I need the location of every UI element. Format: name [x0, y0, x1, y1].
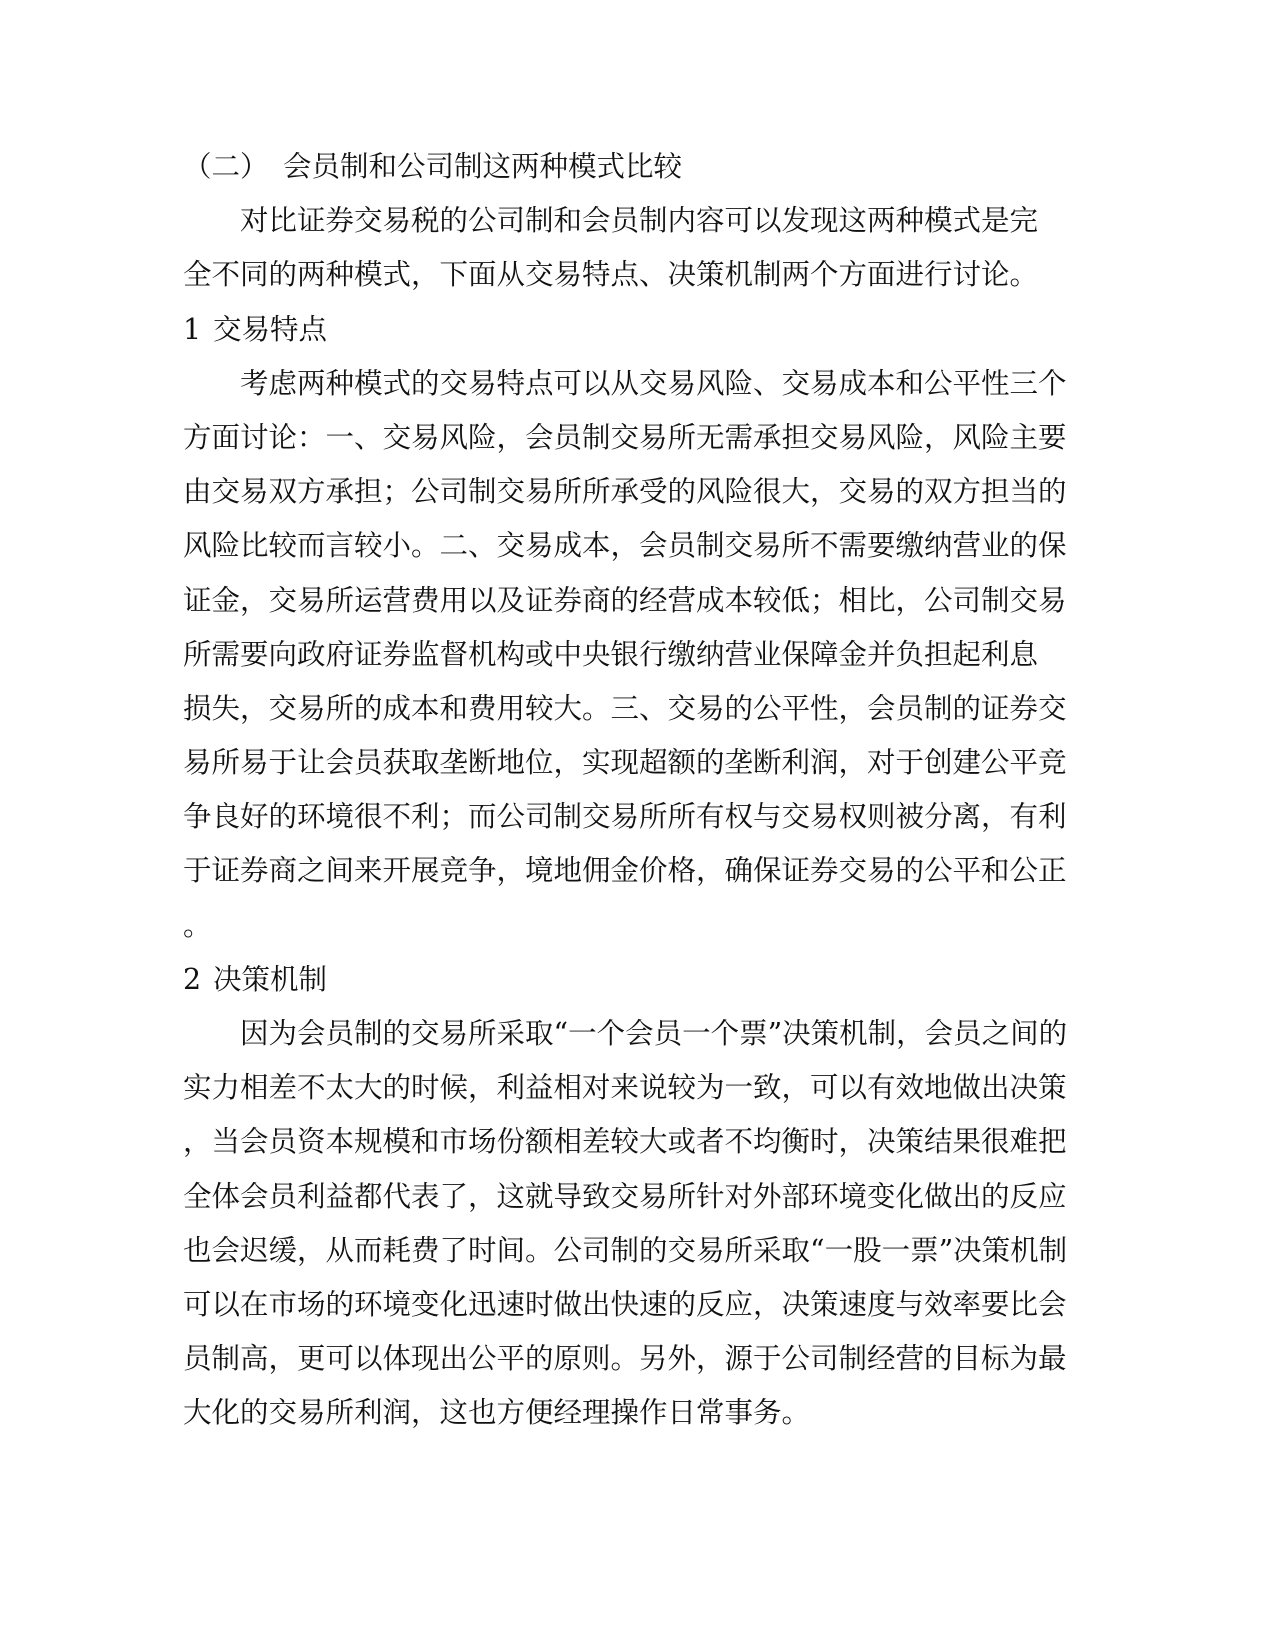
paragraph-line: 对比证券交易税的公司制和会员制内容可以发现这两种模式是完	[240, 204, 1039, 238]
paragraph-line: 员制高，更可以体现出公平的原则。另外，源于公司制经营的目标为最	[183, 1342, 1067, 1376]
paragraph-line: 方面讨论：一、交易风险，会员制交易所无需承担交易风险，风险主要	[183, 420, 1067, 454]
paragraph-line: 易所易于让会员获取垄断地位，实现超额的垄断利润，对于创建公平竞	[183, 746, 1067, 780]
section-heading-title: 会员制和公司制这两种模式比较	[283, 150, 683, 183]
subheading-title: 决策机制	[213, 962, 328, 996]
paragraph-line: 风险比较而言较小。二、交易成本，会员制交易所不需要缴纳营业的保	[183, 529, 1067, 563]
paragraph-line: 因为会员制的交易所采取“一个会员一个票”决策机制，会员之间的	[240, 1017, 1068, 1050]
paragraph-line: 全体会员利益都代表了，这就导致交易所针对外部环境变化做出的反应	[183, 1179, 1067, 1213]
paragraph-line: 。	[183, 908, 212, 942]
subheading-number: 2	[183, 962, 202, 996]
paragraph-line: 考虑两种模式的交易特点可以从交易风险、交易成本和公平性三个	[240, 366, 1067, 400]
paragraph-line: 争良好的环境很不利；而公司制交易所所有权与交易权则被分离，有利	[183, 800, 1067, 834]
intro-paragraph	[183, 194, 1083, 302]
paragraph-line: ，当会员资本规模和市场份额相差较大或者不均衡时，决策结果很难把	[183, 1125, 1067, 1159]
subheading-title: 交易特点	[213, 312, 328, 346]
paragraph-line: 实力相差不太大的时候，利益相对来说较为一致，可以有效地做出决策	[183, 1071, 1067, 1105]
paragraph-line: 全不同的两种模式，下面从交易特点、决策机制两个方面进行讨论。	[183, 258, 1039, 292]
section-heading-number: （二）	[183, 150, 269, 183]
subheading-decision-mechanism	[183, 953, 1083, 1007]
document-body	[183, 140, 1083, 1441]
paragraph-line: 也会迟缓，从而耗费了时间。公司制的交易所采取“一股一票”决策机制	[183, 1233, 1068, 1267]
decision-mechanism-paragraph	[183, 1007, 1083, 1441]
trading-features-paragraph	[183, 357, 1083, 953]
paragraph-line: 证金，交易所运营费用以及证券商的经营成本较低；相比，公司制交易	[183, 583, 1067, 617]
paragraph-line: 损失，交易所的成本和费用较大。三、交易的公平性，会员制的证券交	[183, 691, 1067, 725]
paragraph-line: 于证券商之间来开展竞争，境地佣金价格，确保证券交易的公平和公正	[183, 854, 1067, 888]
section-heading	[183, 140, 1083, 194]
paragraph-line: 可以在市场的环境变化迅速时做出快速的反应，决策速度与效率要比会	[183, 1287, 1067, 1321]
subheading-number: 1	[183, 312, 202, 346]
paragraph-line: 所需要向政府证券监督机构或中央银行缴纳营业保障金并负担起利息	[183, 637, 1039, 671]
paragraph-line: 大化的交易所利润，这也方便经理操作日常事务。	[183, 1396, 811, 1430]
subheading-trading-features	[183, 303, 1083, 357]
paragraph-line: 由交易双方承担；公司制交易所所承受的风险很大，交易的双方担当的	[183, 475, 1067, 509]
